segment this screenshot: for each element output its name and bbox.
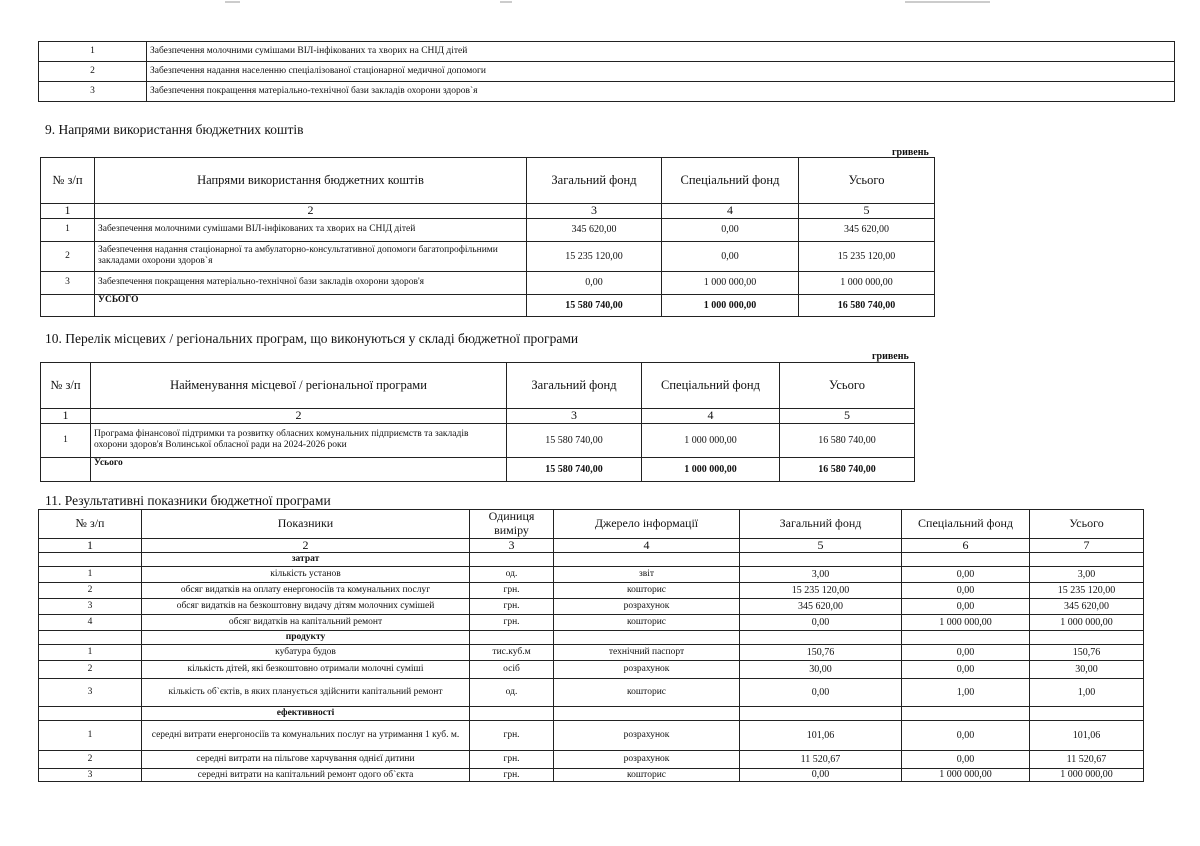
section9-table	[40, 157, 935, 317]
indicator-general-fund: 11 520,67	[740, 751, 902, 769]
indicator-num: 1	[39, 567, 142, 583]
group-empty	[39, 631, 142, 645]
total-row	[41, 457, 915, 481]
indicator-total: 1 000 000,00	[1030, 769, 1144, 782]
total-special-fund: 1 000 000,00	[642, 457, 780, 481]
column-header: Усього	[780, 363, 915, 409]
column-header: Одиниця виміру	[470, 510, 554, 539]
task-text: Забезпечення покращення матеріально-технічної бази закладів охорони здоров`я	[147, 82, 1175, 102]
indicator-unit: од.	[470, 679, 554, 707]
group-label: продукту	[142, 631, 470, 645]
indicator-special-fund: 1 000 000,00	[902, 769, 1030, 782]
group-label: затрат	[142, 553, 470, 567]
group-empty	[39, 553, 142, 567]
indicator-general-fund: 150,76	[740, 645, 902, 661]
indicator-name: середні витрати енергоносіїв та комунальних послуг на утримання 1 куб. м.	[142, 721, 470, 751]
column-header: Загальний фонд	[527, 158, 662, 204]
row-special-fund: 1 000 000,00	[642, 423, 780, 457]
indicator-special-fund: 0,00	[902, 721, 1030, 751]
indicator-name: кількість установ	[142, 567, 470, 583]
indicator-name: середні витрати на капітальний ремонт одого об`єкта	[142, 769, 470, 782]
row-total: 1 000 000,00	[799, 271, 935, 294]
column-number-row	[41, 204, 935, 219]
indicator-num: 3	[39, 679, 142, 707]
indicator-total: 1 000 000,00	[1030, 615, 1144, 631]
indicator-group-row	[39, 707, 1144, 721]
row-name: Забезпечення надання стаціонарної та амбулаторно-консультативної допомоги багатопрофільними закладами охорони здоров`я	[95, 241, 527, 271]
total-empty	[41, 294, 95, 316]
table-header-row	[41, 363, 915, 409]
group-empty	[902, 707, 1030, 721]
indicator-special-fund: 0,00	[902, 599, 1030, 615]
indicator-general-fund: 15 235 120,00	[740, 583, 902, 599]
column-number: 1	[41, 204, 95, 219]
column-header: № з/п	[41, 363, 91, 409]
indicator-general-fund: 345 620,00	[740, 599, 902, 615]
column-header: Найменування місцевої / регіональної програми	[91, 363, 507, 409]
indicator-row	[39, 679, 1144, 707]
task-num: 1	[39, 42, 147, 62]
group-empty	[554, 553, 740, 567]
group-empty	[740, 707, 902, 721]
column-header: Напрями використання бюджетних коштів	[95, 158, 527, 204]
row-special-fund: 1 000 000,00	[662, 271, 799, 294]
row-special-fund: 0,00	[662, 218, 799, 241]
indicator-total: 15 235 120,00	[1030, 583, 1144, 599]
indicator-total: 11 520,67	[1030, 751, 1144, 769]
task-num: 3	[39, 82, 147, 102]
table-header-row	[41, 158, 935, 204]
row-general-fund: 0,00	[527, 271, 662, 294]
group-empty	[554, 631, 740, 645]
indicator-source: розрахунок	[554, 751, 740, 769]
total-label: УСЬОГО	[95, 294, 527, 316]
group-empty	[470, 707, 554, 721]
column-header: Спеціальний фонд	[902, 510, 1030, 539]
column-header: Усього	[1030, 510, 1144, 539]
section11-table	[38, 509, 1144, 782]
indicator-general-fund: 30,00	[740, 661, 902, 679]
indicator-group-row	[39, 631, 1144, 645]
total-label: Усього	[91, 457, 507, 481]
indicator-source: кошторис	[554, 769, 740, 782]
indicator-general-fund: 0,00	[740, 615, 902, 631]
column-number-row	[41, 409, 915, 424]
indicator-name: середні витрати на пільгове харчування однієї дитини	[142, 751, 470, 769]
table-header-row	[39, 510, 1144, 539]
indicator-unit: осіб	[470, 661, 554, 679]
indicator-general-fund: 101,06	[740, 721, 902, 751]
indicator-general-fund: 3,00	[740, 567, 902, 583]
column-number: 4	[554, 538, 740, 553]
indicator-num: 2	[39, 751, 142, 769]
column-header: Загальний фонд	[740, 510, 902, 539]
section10-unit: гривень	[872, 351, 909, 362]
indicator-row	[39, 751, 1144, 769]
indicator-source: кошторис	[554, 615, 740, 631]
group-empty	[902, 631, 1030, 645]
group-empty	[470, 553, 554, 567]
row-total: 15 235 120,00	[799, 241, 935, 271]
column-number: 1	[39, 538, 142, 553]
indicator-row	[39, 567, 1144, 583]
indicator-special-fund: 0,00	[902, 567, 1030, 583]
task-row	[39, 42, 1175, 62]
column-number: 2	[91, 409, 507, 424]
indicator-unit: грн.	[470, 599, 554, 615]
indicator-name: обсяг видатків на капітальний ремонт	[142, 615, 470, 631]
group-empty	[39, 707, 142, 721]
tasks-table	[38, 41, 1175, 102]
column-number: 5	[799, 204, 935, 219]
task-row	[39, 62, 1175, 82]
column-header: Загальний фонд	[507, 363, 642, 409]
row-num: 3	[41, 271, 95, 294]
table-row	[41, 241, 935, 271]
table-row	[41, 271, 935, 294]
column-number: 2	[142, 538, 470, 553]
indicator-source: технічний паспорт	[554, 645, 740, 661]
indicator-total: 345 620,00	[1030, 599, 1144, 615]
indicator-name: кількість дітей, які безкоштовно отримали молочні суміші	[142, 661, 470, 679]
indicator-row	[39, 769, 1144, 782]
row-num: 1	[41, 423, 91, 457]
row-general-fund: 15 580 740,00	[507, 423, 642, 457]
total-general-fund: 15 580 740,00	[507, 457, 642, 481]
indicator-name: кубатура будов	[142, 645, 470, 661]
indicator-row	[39, 721, 1144, 751]
indicator-source: розрахунок	[554, 721, 740, 751]
indicator-num: 1	[39, 645, 142, 661]
column-header: Показники	[142, 510, 470, 539]
indicator-row	[39, 661, 1144, 679]
column-number: 6	[902, 538, 1030, 553]
section9-unit: гривень	[892, 147, 929, 158]
column-number: 5	[780, 409, 915, 424]
indicator-num: 1	[39, 721, 142, 751]
section10-table	[40, 362, 915, 482]
indicator-name: кількість об`єктів, в яких планується здійснити капітальний ремонт	[142, 679, 470, 707]
indicator-special-fund: 0,00	[902, 583, 1030, 599]
column-number: 4	[642, 409, 780, 424]
indicator-unit: грн.	[470, 769, 554, 782]
column-number: 7	[1030, 538, 1144, 553]
row-total: 345 620,00	[799, 218, 935, 241]
row-name: Забезпечення молочними сумішами ВІЛ-інфікованих та хворих на СНІД дітей	[95, 218, 527, 241]
column-number: 2	[95, 204, 527, 219]
row-general-fund: 345 620,00	[527, 218, 662, 241]
task-num: 2	[39, 62, 147, 82]
group-empty	[470, 631, 554, 645]
total-row	[41, 294, 935, 316]
indicator-total: 101,06	[1030, 721, 1144, 751]
indicator-num: 3	[39, 599, 142, 615]
total-sum: 16 580 740,00	[780, 457, 915, 481]
indicator-num: 2	[39, 661, 142, 679]
indicator-unit: од.	[470, 567, 554, 583]
column-header: Усього	[799, 158, 935, 204]
indicator-source: розрахунок	[554, 661, 740, 679]
row-total: 16 580 740,00	[780, 423, 915, 457]
indicator-source: кошторис	[554, 583, 740, 599]
indicator-special-fund: 0,00	[902, 661, 1030, 679]
indicator-total: 150,76	[1030, 645, 1144, 661]
column-header: Спеціальний фонд	[662, 158, 799, 204]
task-text: Забезпечення надання населенню спеціалізованої стаціонарної медичної допомоги	[147, 62, 1175, 82]
indicator-row	[39, 583, 1144, 599]
group-empty	[1030, 707, 1144, 721]
indicator-total: 30,00	[1030, 661, 1144, 679]
indicator-special-fund: 1,00	[902, 679, 1030, 707]
table-row	[41, 423, 915, 457]
indicator-unit: тис.куб.м	[470, 645, 554, 661]
row-num: 2	[41, 241, 95, 271]
column-number: 5	[740, 538, 902, 553]
indicator-num: 2	[39, 583, 142, 599]
indicator-num: 4	[39, 615, 142, 631]
indicator-num: 3	[39, 769, 142, 782]
indicator-source: звіт	[554, 567, 740, 583]
task-text: Забезпечення молочними сумішами ВІЛ-інфікованих та хворих на СНІД дітей	[147, 42, 1175, 62]
column-number-row	[39, 538, 1144, 553]
indicator-row	[39, 645, 1144, 661]
indicator-special-fund: 0,00	[902, 751, 1030, 769]
column-header: Джерело інформації	[554, 510, 740, 539]
indicator-total: 1,00	[1030, 679, 1144, 707]
indicator-row	[39, 615, 1144, 631]
group-empty	[740, 553, 902, 567]
section9-title: 9. Напрями використання бюджетних коштів	[45, 122, 304, 137]
indicator-source: кошторис	[554, 679, 740, 707]
indicator-general-fund: 0,00	[740, 679, 902, 707]
total-sum: 16 580 740,00	[799, 294, 935, 316]
table-row	[41, 218, 935, 241]
indicator-name: обсяг видатків на оплату енергоносіїв та комунальних послуг	[142, 583, 470, 599]
indicator-row	[39, 599, 1144, 615]
column-number: 3	[507, 409, 642, 424]
section10-title: 10. Перелік місцевих / регіональних програм, що виконуються у складі бюджетної програми	[45, 331, 579, 346]
column-number: 3	[527, 204, 662, 219]
group-empty	[740, 631, 902, 645]
indicator-total: 3,00	[1030, 567, 1144, 583]
scan-top-edge	[0, 0, 1200, 8]
indicator-general-fund: 0,00	[740, 769, 902, 782]
group-empty	[902, 553, 1030, 567]
indicator-unit: грн.	[470, 751, 554, 769]
indicator-source: розрахунок	[554, 599, 740, 615]
total-empty	[41, 457, 91, 481]
column-number: 3	[470, 538, 554, 553]
group-empty	[1030, 553, 1144, 567]
row-name: Програма фінансової підтримки та розвитку обласних комунальних підприємств та закладів охорони здоров'я Волинської обласної ради на 2024-2026 роки	[91, 423, 507, 457]
total-general-fund: 15 580 740,00	[527, 294, 662, 316]
indicator-unit: грн.	[470, 721, 554, 751]
row-general-fund: 15 235 120,00	[527, 241, 662, 271]
section11-title: 11. Результативні показники бюджетної програми	[45, 493, 331, 508]
indicator-unit: грн.	[470, 615, 554, 631]
column-number: 4	[662, 204, 799, 219]
group-label: ефективності	[142, 707, 470, 721]
column-header: № з/п	[39, 510, 142, 539]
group-empty	[1030, 631, 1144, 645]
indicator-name: обсяг видатків на безкоштовну видачу дітям молочних сумішей	[142, 599, 470, 615]
column-header: № з/п	[41, 158, 95, 204]
row-name: Забезпечення покращення матеріально-технічної бази закладів охорони здоров'я	[95, 271, 527, 294]
indicator-special-fund: 1 000 000,00	[902, 615, 1030, 631]
row-num: 1	[41, 218, 95, 241]
indicator-group-row	[39, 553, 1144, 567]
column-header: Спеціальний фонд	[642, 363, 780, 409]
row-special-fund: 0,00	[662, 241, 799, 271]
indicator-special-fund: 0,00	[902, 645, 1030, 661]
column-number: 1	[41, 409, 91, 424]
total-special-fund: 1 000 000,00	[662, 294, 799, 316]
indicator-unit: грн.	[470, 583, 554, 599]
task-row	[39, 82, 1175, 102]
group-empty	[554, 707, 740, 721]
